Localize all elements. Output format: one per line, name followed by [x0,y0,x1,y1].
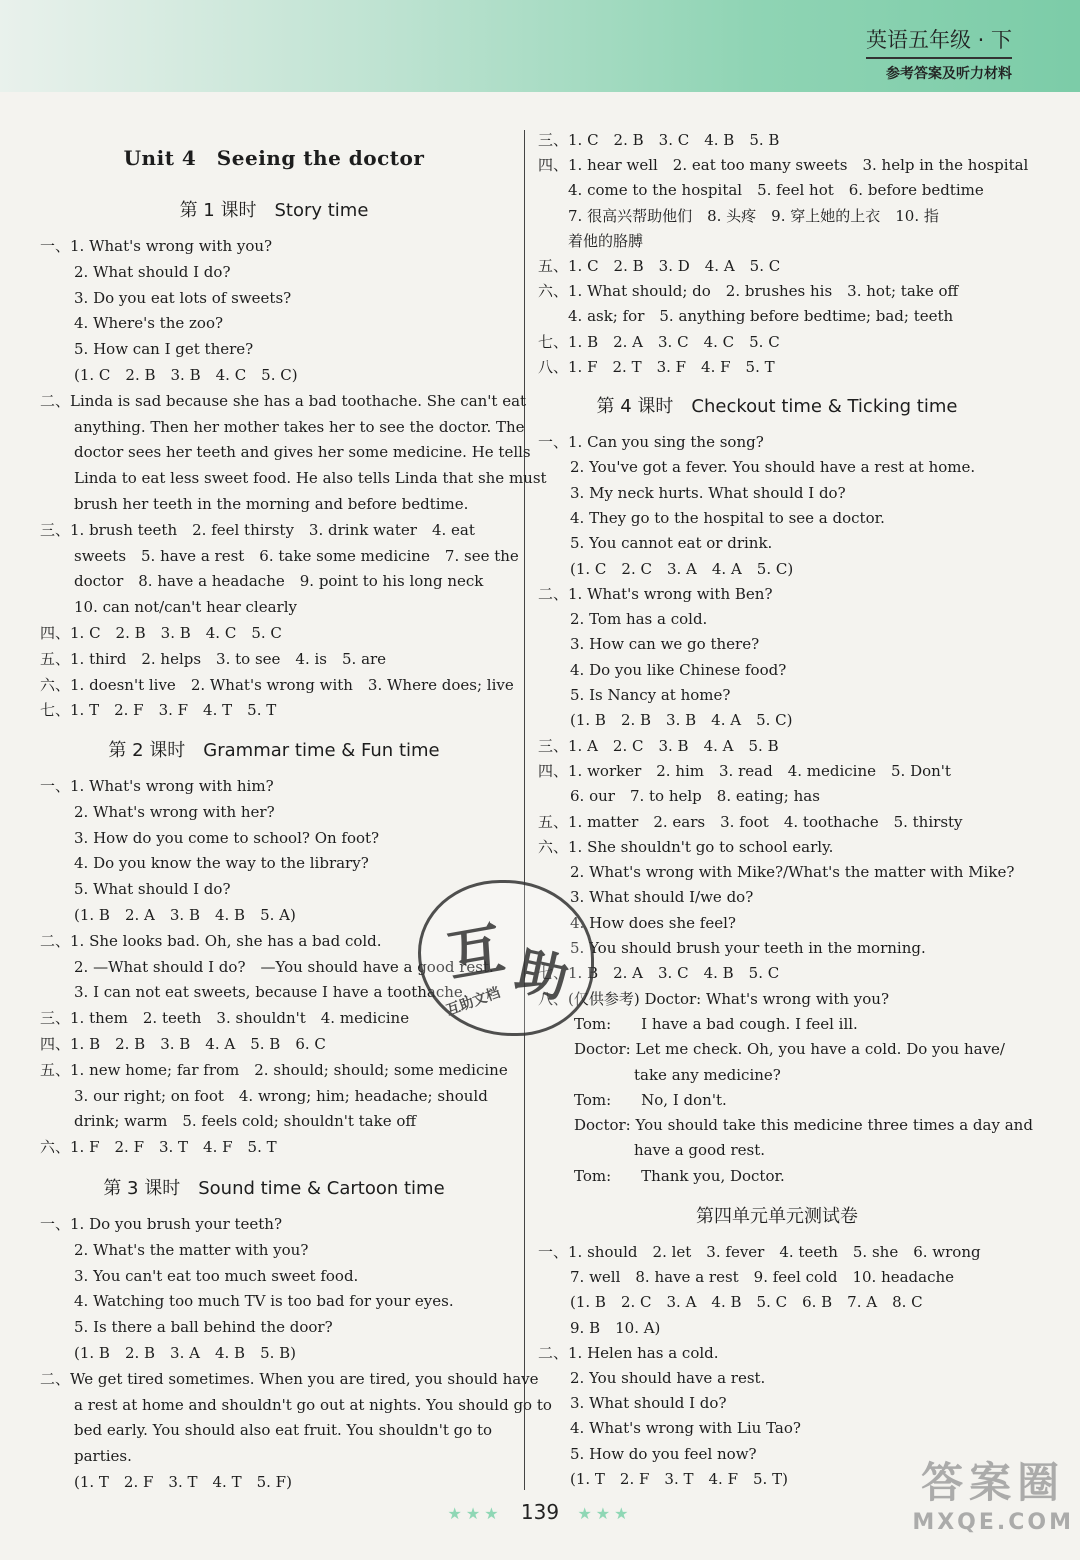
answer-line: 一、1. Do you brush your teeth? [40,1215,283,1233]
footer-stars-left: ★★★ [447,1504,503,1523]
answer-line: 5. Is there a ball behind the door? [74,1318,333,1337]
answer-line: 4. Do you know the way to the library? [74,854,369,873]
answer-line: 4. What's wrong with Liu Tao? [570,1419,801,1438]
answer-line: 2. You should have a rest. [570,1369,766,1387]
answer-line: 七、1. T 2. F 3. F 4. T 5. T [40,701,277,720]
book-subtitle: 参考答案及听力材料 [886,66,1012,82]
answer-line: 7. 很高兴帮助他们 8. 头疼 9. 穿上她的上衣 10. 指 [568,206,939,225]
answer-line: 二、Linda is sad because she has a bad toothache. She can't eat [40,391,527,410]
stamp-small-text: 互助文档 [444,984,503,1020]
answer-line: (1. T 2. F 3. T 4. T 5. F) [74,1473,292,1491]
watermark-text: 答案圈 [921,1458,1066,1507]
answer-line: 一、1. should 2. let 3. fever 4. teeth 5. she 6. wrong [538,1243,981,1261]
answer-line: 七、1. B 2. A 3. C 4. B 5. C [538,964,780,983]
answer-line: 四、1. C 2. B 3. B 4. C 5. C [40,624,282,642]
header [866,24,1012,83]
answer-line: 2. What's wrong with her? [74,802,275,821]
column-divider [524,130,525,1490]
answer-line: 10. can not/can't hear clearly [74,598,297,617]
answer-line: 5. How do you feel now? [570,1444,757,1463]
answer-line: 4. Watching too much TV is too bad for your eyes. [74,1292,454,1311]
answer-line: 二、1. She looks bad. Oh, she has a bad cold. [40,931,382,950]
answer-line: 2. What's the matter with you? [74,1240,309,1259]
answer-line: 一、1. Can you sing the song? [538,433,764,451]
answer-line: 4. Where's the zoo? [74,314,224,333]
answer-line: 三、1. A 2. C 3. B 4. A 5. B [538,736,779,755]
answer-line: 三、1. C 2. B 3. C 4. B 5. B [538,131,780,149]
answer-line: 二、1. What's wrong with Ben? [538,584,773,603]
unit-test-title: 第四单元单元测试卷 [696,1206,858,1227]
answer-line: 二、1. Helen has a cold. [538,1343,719,1362]
answer-line: 3. What should I do? [570,1394,727,1413]
answer-line: have a good rest. [574,1141,766,1160]
stamp-char-2: 助 [510,941,574,1011]
lesson-4-title: 第 4 课时 Checkout time & Ticking time [596,396,958,417]
answer-line: 3. I can not eat sweets, because I have a toothache. [74,983,468,1002]
answer-line: 五、1. third 2. helps 3. to see 4. is 5. are [40,649,387,668]
answer-line: Doctor: You should take this medicine three times a day and [574,1116,1033,1135]
answer-line: 2. What should I do? [74,262,231,281]
answer-line: sweets 5. have a rest 6. take some medicine 7. see the [74,546,519,565]
watermark-logo [912,1450,1074,1535]
watermark-url: MXQE.COM [912,1510,1074,1535]
answer-line: 3. My neck hurts. What should I do? [570,483,846,502]
answer-line: 5. You should brush your teeth in the morning. [570,939,926,957]
answer-line: 六、1. F 2. F 3. T 4. F 5. T [40,1138,277,1157]
answer-line: doctor sees her teeth and gives her some medicine. He tells [74,443,531,462]
answer-line: 6. our 7. to help 8. eating; has [570,787,820,806]
answer-line: 四、1. worker 2. him 3. read 4. medicine 5. Don't [538,761,951,780]
answer-line: 七、1. B 2. A 3. C 4. C 5. C [538,332,780,351]
answer-line: a rest at home and shouldn't go out at nights. You should go to [74,1395,552,1414]
answer-line: 7. well 8. have a rest 9. feel cold 10. headache [570,1268,955,1287]
answer-line: 9. B 10. A) [570,1318,661,1337]
answer-line: (1. B 2. A 3. B 4. B 5. A) [74,906,296,924]
answer-line: 八、1. F 2. T 3. F 4. F 5. T [538,357,775,376]
answer-line: 4. How does she feel? [570,913,736,932]
stamp-char-1: 互 [442,916,509,991]
lesson-3-title: 第 3 课时 Sound time & Cartoon time [103,1178,445,1199]
answer-line: (1. B 2. C 3. A 4. B 5. C 6. B 7. A 8. C [570,1293,923,1312]
answer-line: Linda to eat less sweet food. He also tells Linda that she must [74,469,547,488]
answer-line: 3. How do you come to school? On foot? [74,828,380,847]
answer-line: Tom: Thank you, Doctor. [574,1166,785,1185]
answer-line: (1. C 2. C 3. A 4. A 5. C) [570,559,794,578]
page-number: 139 [520,1500,560,1524]
answer-line: brush her teeth in the morning and before bedtime. [74,495,469,513]
answer-line: take any medicine? [574,1065,781,1084]
answer-line: (1. T 2. F 3. T 4. F 5. T) [570,1469,788,1488]
answer-line: anything. Then her mother takes her to see the doctor. The [74,417,525,436]
answer-line: 五、1. C 2. B 3. D 4. A 5. C [538,257,781,275]
answer-line: 4. They go to the hospital to see a doctor. [570,508,885,527]
answer-line: 二、We get tired sometimes. When you are tired, you should have [40,1369,539,1388]
answer-line: 五、1. matter 2. ears 3. foot 4. toothache 5. thirsty [538,812,963,831]
answer-line: Tom: No, I don't. [574,1090,727,1109]
answer-line: doctor 8. have a headache 9. point to his long neck [74,572,484,591]
answer-line: 2. What's wrong with Mike?/What's the matter with Mike? [570,863,1015,882]
answer-line: 五、1. new home; far from 2. should; should; some medicine [40,1060,508,1079]
answer-line: 4. Do you like Chinese food? [570,660,787,679]
answer-line: 5. You cannot eat or drink. [570,534,773,553]
answer-line: 四、1. B 2. B 3. B 4. A 5. B 6. C [40,1035,326,1053]
answer-line: 2. Tom has a cold. [570,610,708,629]
answer-line: 3. our right; on foot 4. wrong; him; headache; should [74,1086,488,1105]
answer-line: 3. What should I/we do? [570,888,754,907]
answer-line: (1. C 2. B 3. B 4. C 5. C) [74,366,298,384]
answer-line: Tom: I have a bad cough. I feel ill. [574,1014,858,1033]
answer-line: 着他的胳膊 [568,231,644,250]
lesson-2-title: 第 2 课时 Grammar time & Fun time [108,740,440,761]
unit-title: Unit 4 Seeing the doctor [123,146,425,170]
answer-line: parties. [74,1447,132,1466]
answer-line: 六、1. What should; do 2. brushes his 3. hot; take off [538,282,959,301]
answer-line: 2. You've got a fever. You should have a rest at home. [570,458,976,477]
answer-line: 八、(仅供参考) Doctor: What's wrong with you? [538,989,889,1008]
answer-line: 三、1. brush teeth 2. feel thirsty 3. drink water 4. eat [40,520,475,539]
answer-line: 3. Do you eat lots of sweets? [74,288,292,307]
answer-line: 三、1. them 2. teeth 3. shouldn't 4. medicine [40,1009,410,1028]
answer-line: 5. How can I get there? [74,340,254,359]
stamp-seal [418,880,594,1036]
answer-line: 2. —What should I do? —You should have a good rest. [74,957,494,976]
footer-stars-right: ★★★ [577,1504,633,1523]
answer-line: 六、1. She shouldn't go to school early. [538,837,834,856]
answer-line: 4. come to the hospital 5. feel hot 6. before bedtime [568,181,984,200]
answer-line: Doctor: Let me check. Oh, you have a cold. Do you have/ [574,1040,1005,1059]
answer-line: bed early. You should also eat fruit. You shouldn't go to [74,1421,493,1440]
answer-line: drink; warm 5. feels cold; shouldn't take off [74,1112,417,1131]
answer-line: 一、1. What's wrong with him? [40,777,274,795]
answer-line: 5. What should I do? [74,880,231,899]
answer-line: 4. ask; for 5. anything before bedtime; bad; teeth [568,307,954,326]
book-title: 英语五年级 · 下 [866,24,1012,59]
answer-line: 5. Is Nancy at home? [570,686,731,704]
answer-line: 四、1. hear well 2. eat too many sweets 3. help in the hospital [538,156,1029,175]
lesson-1-title: 第 1 课时 Story time [179,200,369,221]
answer-line: 六、1. doesn't live 2. What's wrong with 3. Where does; live [40,675,514,694]
answer-line: (1. B 2. B 3. A 4. B 5. B) [74,1344,297,1362]
answer-line: 3. How can we go there? [570,635,760,654]
answer-line: (1. B 2. B 3. B 4. A 5. C) [570,711,793,730]
answer-line: 一、1. What's wrong with you? [40,237,273,255]
answer-line: 3. You can't eat too much sweet food. [74,1266,359,1285]
